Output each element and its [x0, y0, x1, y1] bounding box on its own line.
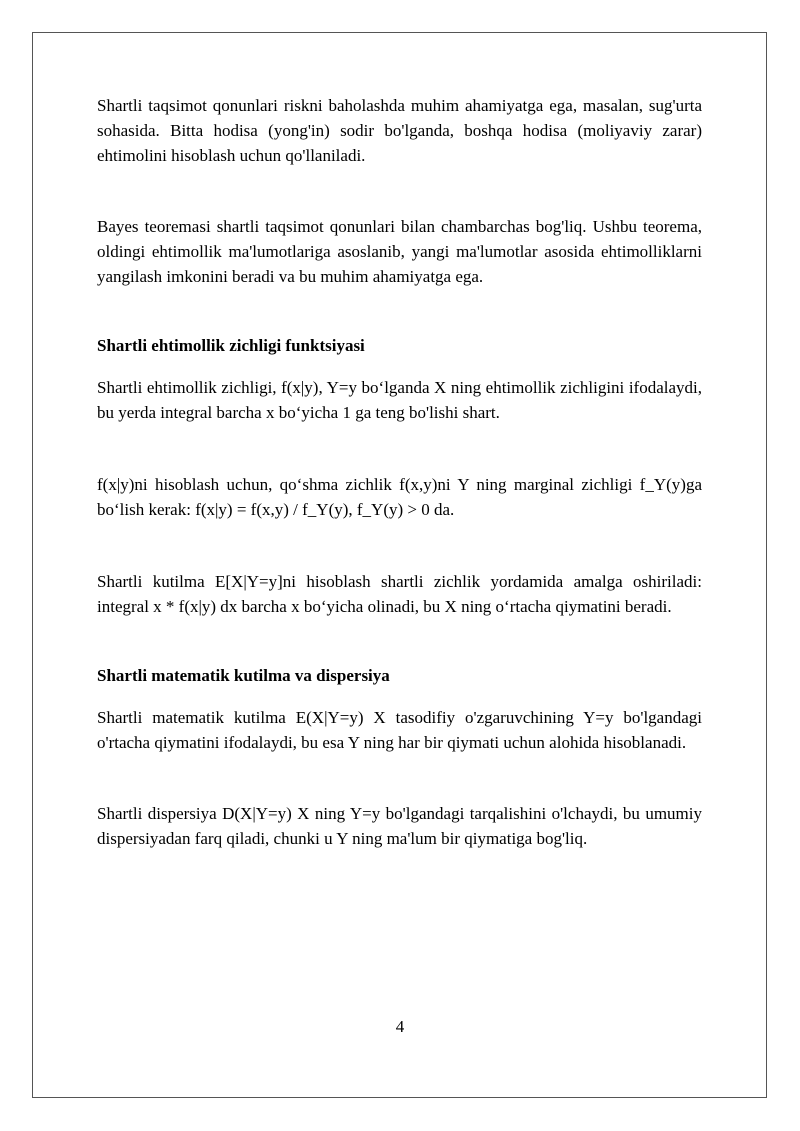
paragraph-conditional-expectation: Shartli kutilma E[X|Y=y]ni hisoblash shartli zichlik yordamida amalga oshiriladi: integral x * f(x|y) dx barcha x bo‘yicha olinadi, bu X ning o‘rtacha qiymatini beradi. — [97, 572, 702, 616]
paragraph-math-expectation: Shartli matematik kutilma E(X|Y=y) X tasodifiy o'zgaruvchining Y=y bo'lgandagi o'rtacha qiymatini ifodalaydi, bu esa Y ning har bir qiymati uchun alohida hisoblanadi. — [97, 708, 702, 752]
page-number: 4 — [395, 1017, 405, 1036]
paragraph-risk-assessment: Shartli taqsimot qonunlari riskni baholashda muhim ahamiyatga ega, masalan, sug'urta sohasida. Bitta hodisa (yong'in) sodir bo'lganda, boshqa hodisa (moliyaviy zarar) ehtimolini hisoblash uchun qo'llaniladi. — [97, 96, 702, 165]
heading-expectation-variance: Shartli matematik kutilma va dispersiya — [97, 666, 390, 685]
paragraph-density-formula: f(x|y)ni hisoblash uchun, qo‘shma zichlik f(x,y)ni Y ning marginal zichligi f_Y(y)ga bo‘lish kerak: f(x|y) = f(x,y) / f_Y(y), f_Y(y) > 0 da. — [97, 475, 702, 519]
paragraph-density-definition: Shartli ehtimollik zichligi, f(x|y), Y=y bo‘lganda X ning ehtimollik zichligini ifodalaydi, bu yerda integral barcha x bo‘yicha 1 ga teng bo'lishi shart. — [97, 378, 702, 422]
heading-conditional-density: Shartli ehtimollik zichligi funktsiyasi — [97, 336, 365, 355]
page-content — [97, 93, 702, 851]
paragraph-conditional-variance: Shartli dispersiya D(X|Y=y) X ning Y=y bo'lgandagi tarqalishini o'lchaydi, bu umumiy dispersiyadan farq qiladi, chunki u Y ning ma'lum bir qiymatiga bog'liq. — [97, 804, 702, 848]
paragraph-bayes-theorem: Bayes teoremasi shartli taqsimot qonunlari bilan chambarchas bog'liq. Ushbu teorema, oldingi ehtimollik ma'lumotlariga asoslanib, yangi ma'lumotlar asosida ehtimolliklarni yangilash imkonini beradi va bu muhim ahamiyatga ega. — [97, 217, 702, 286]
